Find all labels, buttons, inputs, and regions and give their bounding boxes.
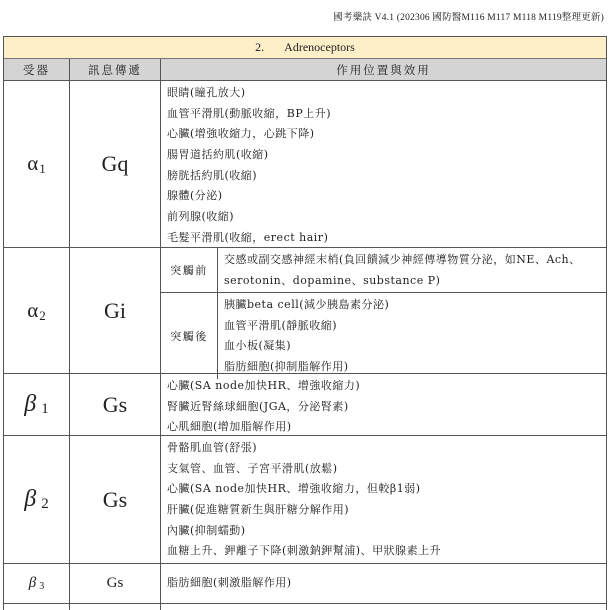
effect-item: 腺體(分泌) xyxy=(167,189,223,203)
effect-item: 心臟(SA node加快HR、增強收縮力) xyxy=(167,379,361,392)
stub-cell xyxy=(161,604,606,610)
signal-cell xyxy=(70,81,161,247)
table-header xyxy=(4,59,606,81)
signal-cell xyxy=(70,564,161,603)
adrenoceptor-table xyxy=(3,36,607,610)
effect-item: 血管平滑肌(動脈收縮，BP上升) xyxy=(167,106,332,120)
effect-item: 支氣管、血管、子宮平滑肌(放鬆) xyxy=(167,461,338,475)
section-number: 2. xyxy=(255,40,265,54)
receptor-cell xyxy=(4,248,70,373)
signal-cell xyxy=(70,436,161,563)
effect-item: 肝臟(促進糖質新生與肝糖分解作用) xyxy=(167,503,350,517)
receptor-cell xyxy=(4,81,70,247)
effect-item: 血糖上升、鉀離子下降(刺激鈉鉀幫浦)、甲狀腺素上升 xyxy=(167,544,442,558)
effects-cell xyxy=(161,81,606,247)
effect-item: 膀胱括約肌(收縮) xyxy=(167,168,258,182)
effect-item: 心臟(SA node加快HR、增強收縮力，但較β1弱) xyxy=(167,482,421,496)
effect-item: 心肌細胞(增加脂解作用) xyxy=(167,420,292,434)
signal-label: Gs xyxy=(106,575,124,591)
sub-effects xyxy=(218,248,606,292)
effect-item: 腎臟近腎絲球細胞(JGA，分泌腎素) xyxy=(167,399,349,413)
effect-item: 胰臟beta cell(減少胰島素分泌) xyxy=(224,298,390,311)
effect-item: 脂肪細胞(刺激脂解作用) xyxy=(167,576,292,590)
receptor-cell xyxy=(4,374,70,435)
effect-item: 眼睛(瞳孔放大) xyxy=(167,86,246,99)
receptor-cell xyxy=(4,564,70,603)
effect-item: 心臟(增強收縮力，心跳下降) xyxy=(167,127,315,141)
sub-label-postsynaptic: 突觸後 xyxy=(161,293,218,379)
effect-item: 血小板(凝集) xyxy=(224,339,292,352)
section-title: Adrenoceptors xyxy=(284,40,355,54)
column-header-signal: 訊息傳遞 xyxy=(70,59,161,80)
stub-cell xyxy=(70,604,161,610)
effect-item: 血管平滑肌(靜脈收縮) xyxy=(224,318,338,332)
signal-label: Gq xyxy=(101,151,129,176)
signal-label: Gs xyxy=(102,391,128,417)
receptor-label: β $_2$ xyxy=(24,486,49,512)
stub-cell xyxy=(4,604,70,610)
effect-item: 交感或副交感神經末梢(負回饋減少神經傳導物質分泌，如NE、Ach、 xyxy=(224,253,581,266)
effects-cell xyxy=(161,564,606,603)
effects-cell xyxy=(161,436,606,563)
signal-cell xyxy=(70,248,161,373)
effect-item: 骨骼肌血管(舒張) xyxy=(167,441,258,454)
table-row-beta1 xyxy=(4,374,606,436)
page-header: 國考藥訣 V4.1 (202306 國防醫M116 M117 M118 M119整理更新) xyxy=(333,13,604,23)
column-header-effects: 作用位置與效用 xyxy=(336,62,431,77)
effect-item: 前列腺(收縮) xyxy=(167,210,235,224)
table-row-alpha1 xyxy=(4,81,606,248)
table-row-alpha2 xyxy=(4,248,606,374)
effect-item: 毛髮平滑肌(收縮，erect hair) xyxy=(167,230,329,244)
receptor-label: β $_3$ xyxy=(28,575,45,592)
sub-effects xyxy=(218,293,606,379)
effect-item: serotonin、dopamine、substance P) xyxy=(224,273,441,287)
receptor-label: β $_1$ xyxy=(24,391,49,417)
column-header-receptor: 受器 xyxy=(4,59,70,80)
sub-row-presynaptic xyxy=(161,248,606,293)
next-row-stub xyxy=(4,604,606,610)
sub-label-presynaptic: 突觸前 xyxy=(161,248,218,292)
section-title-band xyxy=(4,37,606,59)
receptor-cell xyxy=(4,436,70,563)
signal-cell xyxy=(70,374,161,435)
signal-label: Gs xyxy=(102,486,128,512)
effect-item: 內臟(抑制蠕動) xyxy=(167,523,246,537)
effect-item: 脂肪細胞(抑制脂解作用) xyxy=(224,359,349,373)
effects-cell xyxy=(161,374,606,435)
sub-row-postsynaptic xyxy=(161,293,606,379)
signal-label: Gi xyxy=(104,297,126,323)
receptor-label: $\alpha_2$ xyxy=(27,297,46,323)
effect-item: 腸胃道括約肌(收縮) xyxy=(167,148,269,162)
effects-cell xyxy=(161,248,606,373)
table-row-beta3 xyxy=(4,564,606,604)
table-row-beta2 xyxy=(4,436,606,564)
receptor-label: $\alpha_1$ xyxy=(27,151,46,176)
